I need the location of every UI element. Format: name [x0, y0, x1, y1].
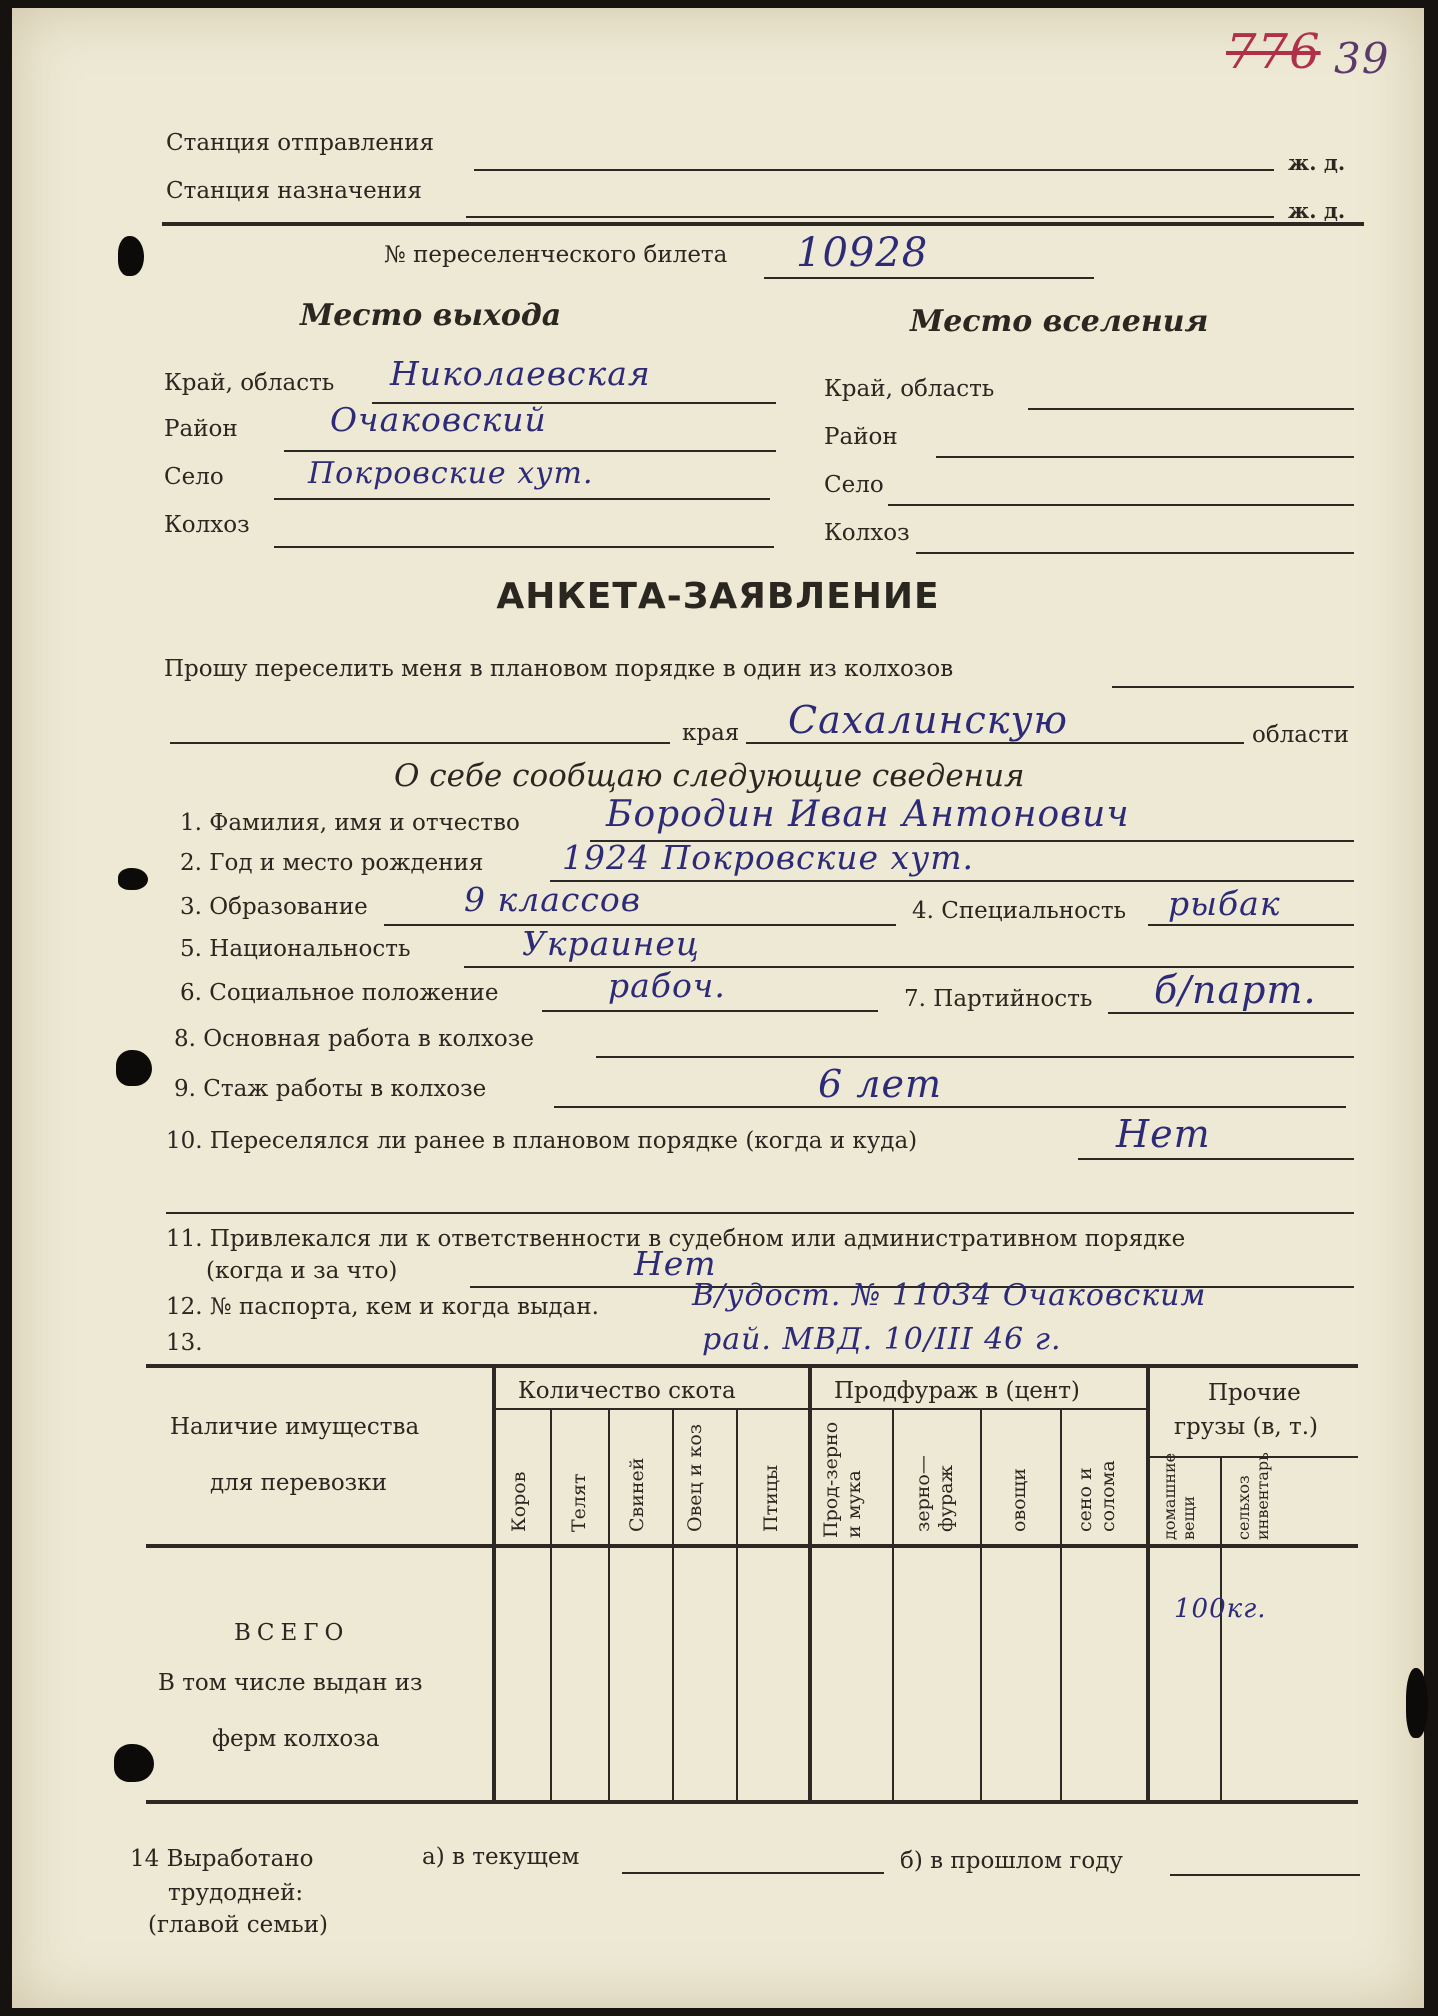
- feed-group-header: Продфураж в (цент): [834, 1378, 1080, 1404]
- table-top-border: [146, 1364, 1358, 1368]
- incl-row-label-cont: ферм колхоза: [212, 1726, 380, 1752]
- ticket-number-label: № переселенческого билета: [384, 242, 728, 268]
- ticket-number-value: 10928: [796, 230, 929, 276]
- destination-kolkhoz-line: [916, 552, 1354, 554]
- field-10-line: [1078, 1158, 1354, 1160]
- origin-kolkhoz-line: [274, 546, 774, 548]
- col-vegetables: овощи: [1008, 1468, 1030, 1532]
- table-divider: [550, 1408, 552, 1800]
- form-page: [12, 8, 1424, 2008]
- group-underline: [494, 1408, 808, 1410]
- relocated-before-value: Нет: [1116, 1112, 1211, 1156]
- destination-heading: Место вселения: [910, 304, 1209, 339]
- table-divider: [608, 1408, 610, 1800]
- destination-region-label: Край, область: [824, 376, 995, 402]
- punch-hole: [116, 1050, 152, 1086]
- group-underline: [810, 1408, 1146, 1410]
- col-hay-straw: сено и солома: [1074, 1460, 1119, 1532]
- origin-district-line: [284, 450, 776, 452]
- specialty-value: рыбак: [1168, 884, 1281, 923]
- request-krai-line: [170, 742, 670, 744]
- last-year-line: [1170, 1874, 1360, 1876]
- origin-kolkhoz-label: Колхоз: [164, 512, 250, 538]
- field-2-label: 2. Год и место рождения: [180, 850, 484, 876]
- livestock-group-header: Количество скота: [518, 1378, 736, 1404]
- field-7-line: [1108, 1012, 1354, 1014]
- field-10-extra-line: [166, 1212, 1354, 1214]
- table-divider: [1220, 1456, 1222, 1800]
- table-divider: [672, 1408, 674, 1800]
- table-bottom-border: [146, 1800, 1358, 1804]
- origin-village-value: Покровские хут.: [308, 456, 594, 491]
- arrival-station-line: [466, 216, 1274, 218]
- workdays-label-cont: трудодней:: [168, 1880, 304, 1906]
- table-divider: [980, 1408, 982, 1800]
- field-2-line: [550, 880, 1354, 882]
- punch-hole: [114, 1744, 154, 1782]
- last-year-label: б) в прошлом году: [900, 1848, 1123, 1874]
- col-farm-tools: сельхоз инвентарь: [1234, 1452, 1273, 1540]
- birth-value: 1924 Покровские хут.: [562, 838, 975, 877]
- field-11-label: 11. Привлекался ли к ответственности в судебном или административном порядке: [166, 1226, 1186, 1252]
- destination-kolkhoz-label: Колхоз: [824, 520, 910, 546]
- work-experience-value: 6 лет: [818, 1062, 942, 1106]
- header-divider: [162, 222, 1364, 226]
- struck-archive-number: 776: [1226, 24, 1321, 80]
- field-11-label-cont: (когда и за что): [206, 1258, 398, 1284]
- destination-village-line: [888, 504, 1354, 506]
- property-label: Наличие имущества: [170, 1414, 420, 1440]
- request-text: Прошу переселить меня в плановом порядке в один из колхозов: [164, 656, 954, 682]
- destination-oblast-value: Сахалинскую: [788, 698, 1068, 742]
- destination-district-line: [936, 456, 1354, 458]
- arrival-station-label: Станция назначения: [166, 178, 422, 204]
- punch-hole: [118, 236, 144, 276]
- ticket-number-line: [764, 277, 1094, 279]
- origin-district-label: Район: [164, 416, 238, 442]
- workdays-label-note: (главой семьи): [148, 1912, 328, 1938]
- field-8-line: [596, 1056, 1354, 1058]
- form-title: АНКЕТА-ЗАЯВЛЕНИЕ: [496, 576, 940, 617]
- rail-suffix-1: ж. д.: [1288, 150, 1346, 175]
- col-calves: Телят: [568, 1473, 590, 1532]
- field-9-line: [554, 1106, 1346, 1108]
- workdays-label: 14 Выработано: [130, 1846, 314, 1872]
- field-4-label: 4. Специальность: [912, 898, 1127, 924]
- field-4-line: [1148, 924, 1354, 926]
- field-7-label: 7. Партийность: [904, 986, 1093, 1012]
- other-group-header: Прочие: [1208, 1380, 1301, 1406]
- field-6-line: [542, 1010, 878, 1012]
- departure-station-line: [474, 169, 1274, 171]
- table-divider: [736, 1408, 738, 1800]
- field-1-label: 1. Фамилия, имя и отчество: [180, 810, 520, 836]
- field-10-label: 10. Переселялся ли ранее в плановом порядке (когда и куда): [166, 1128, 918, 1154]
- edge-tear: [1406, 1668, 1428, 1738]
- passport-value: В/удост. № 11034 Очаковским: [692, 1278, 1207, 1313]
- table-divider: [1146, 1366, 1150, 1800]
- field-9-label: 9. Стаж работы в колхозе: [174, 1076, 487, 1102]
- field-13-label: 13.: [166, 1330, 203, 1356]
- col-sheep-goats: Овец и коз: [684, 1423, 706, 1532]
- request-oblast-line: [746, 742, 1244, 744]
- current-year-line: [622, 1872, 884, 1874]
- field-3-label: 3. Образование: [180, 894, 368, 920]
- col-cows: Коров: [508, 1471, 530, 1532]
- punch-hole: [118, 868, 148, 890]
- table-divider: [1060, 1408, 1062, 1800]
- request-kolkhoz-line: [1112, 686, 1354, 688]
- rail-suffix-2: ж. д.: [1288, 198, 1346, 223]
- table-header-bottom: [146, 1544, 1358, 1548]
- social-status-value: рабоч.: [608, 966, 726, 1005]
- oblast-label: области: [1252, 722, 1349, 748]
- self-info-heading: О себе сообщаю следующие сведения: [394, 758, 1025, 794]
- property-label-cont: для перевозки: [210, 1470, 387, 1496]
- origin-district-value: Очаковский: [330, 400, 547, 439]
- party-value: б/парт.: [1154, 968, 1317, 1012]
- page-number: 39: [1334, 34, 1390, 83]
- col-feed-grain: зерно—фураж: [912, 1455, 957, 1532]
- current-year-label: а) в текущем: [422, 1844, 580, 1870]
- origin-village-line: [274, 498, 770, 500]
- col-household-goods: домашние вещи: [1160, 1452, 1199, 1540]
- table-divider: [492, 1366, 496, 1800]
- departure-station-label: Станция отправления: [166, 130, 434, 156]
- col-food-grain: Прод-зерно и мука: [820, 1421, 865, 1538]
- passport-value-cont: рай. МВД. 10/III 46 г.: [702, 1322, 1062, 1357]
- other-group-header-cont: грузы (в, т.): [1174, 1414, 1319, 1440]
- destination-village-label: Село: [824, 472, 884, 498]
- education-value: 9 классов: [464, 880, 641, 919]
- total-row-label: ВСЕГО: [234, 1620, 350, 1646]
- origin-heading: Место выхода: [300, 298, 562, 333]
- origin-village-label: Село: [164, 464, 224, 490]
- col-birds: Птицы: [760, 1464, 782, 1532]
- origin-region-label: Край, область: [164, 370, 335, 396]
- origin-region-value: Николаевская: [390, 354, 651, 393]
- full-name-value: Бородин Иван Антонович: [606, 794, 1130, 835]
- incl-row-label: В том числе выдан из: [158, 1670, 423, 1696]
- table-divider: [808, 1366, 812, 1800]
- table-divider: [892, 1408, 894, 1800]
- nationality-value: Украинец: [522, 924, 700, 963]
- field-8-label: 8. Основная работа в колхозе: [174, 1026, 534, 1052]
- field-6-label: 6. Социальное положение: [180, 980, 499, 1006]
- household-goods-total: 100кг.: [1174, 1594, 1267, 1624]
- col-pigs: Свиней: [626, 1457, 648, 1532]
- field-5-label: 5. Национальность: [180, 936, 411, 962]
- krai-label: края: [682, 720, 740, 746]
- destination-district-label: Район: [824, 424, 898, 450]
- destination-region-line: [1028, 408, 1354, 410]
- field-12-label: 12. № паспорта, кем и когда выдан.: [166, 1294, 599, 1320]
- prosecuted-value: Нет: [634, 1244, 717, 1283]
